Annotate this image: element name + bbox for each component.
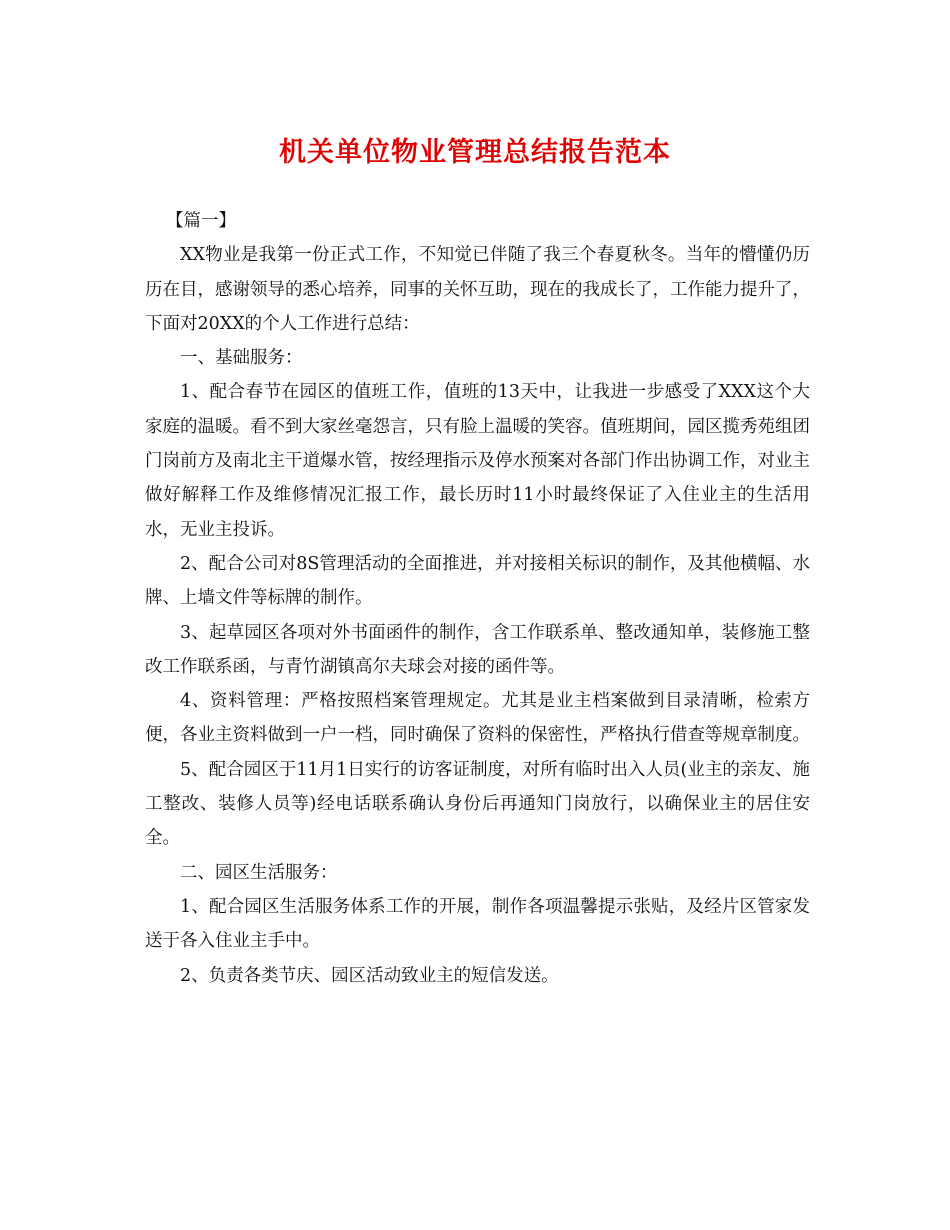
paragraph-item: 2、负责各类节庆、园区活动致业主的短信发送。 bbox=[180, 965, 559, 986]
paragraph-item: 5、配合园区于11月1日实行的访客证制度，对所有临时出入人员(业主的亲友、施工整改、装修人员等)经电话联系确认身份后再通知门岗放行，以确保业主的居住安全。 bbox=[145, 759, 810, 849]
paragraph-intro: XX物业是我第一份正式工作，不知觉已伴随了我三个春夏秋冬。当年的懵懂仍历历在目，感谢领导的悉心培养，同事的关怀互助，现在的我成长了，工作能力提升了，下面对20XX的个人工作进行总结： bbox=[145, 245, 810, 334]
document-body bbox=[145, 204, 810, 993]
section-tag: 【篇一】 bbox=[166, 211, 236, 231]
paragraph-item: 4、资料管理：严格按照档案管理规定。尤其是业主档案做到目录清晰，检索方便，各业主资料做到一户一档，同时确保了资料的保密性，严格执行借查等规章制度。 bbox=[145, 691, 810, 746]
paragraph-item: 2、配合公司对8S管理活动的全面推进，并对接相关标识的制作，及其他横幅、水牌、上墙文件等标牌的制作。 bbox=[145, 553, 810, 609]
paragraph-item: 1、配合春节在园区的值班工作，值班的13天中，让我进一步感受了XXX这个大家庭的温暖。看不到大家丝毫怨言，只有脸上温暖的笑容。值班期间，园区揽秀苑组团门岗前方及南北主干道爆水管，按经理指示及停水预案对各部门作出协调工作，对业主做好解释工作及维修情况汇报工作，最长历时11小时最终保证了入住业主的生活用水，无业主投诉。 bbox=[145, 382, 810, 540]
document-title: 机关单位物业管理总结报告范本 bbox=[279, 137, 671, 168]
section-heading-life-service: 二、园区生活服务： bbox=[180, 862, 338, 883]
paragraph-item: 3、起草园区各项对外书面函件的制作，含工作联系单、整改通知单，装修施工整改工作联系函，与青竹湖镇高尔夫球会对接的函件等。 bbox=[145, 622, 810, 677]
paragraph-item: 1、配合园区生活服务体系工作的开展，制作各项温馨提示张贴，及经片区管家发送于各入住业主手中。 bbox=[145, 896, 810, 952]
section-heading-basic-service: 一、基础服务： bbox=[180, 348, 303, 369]
